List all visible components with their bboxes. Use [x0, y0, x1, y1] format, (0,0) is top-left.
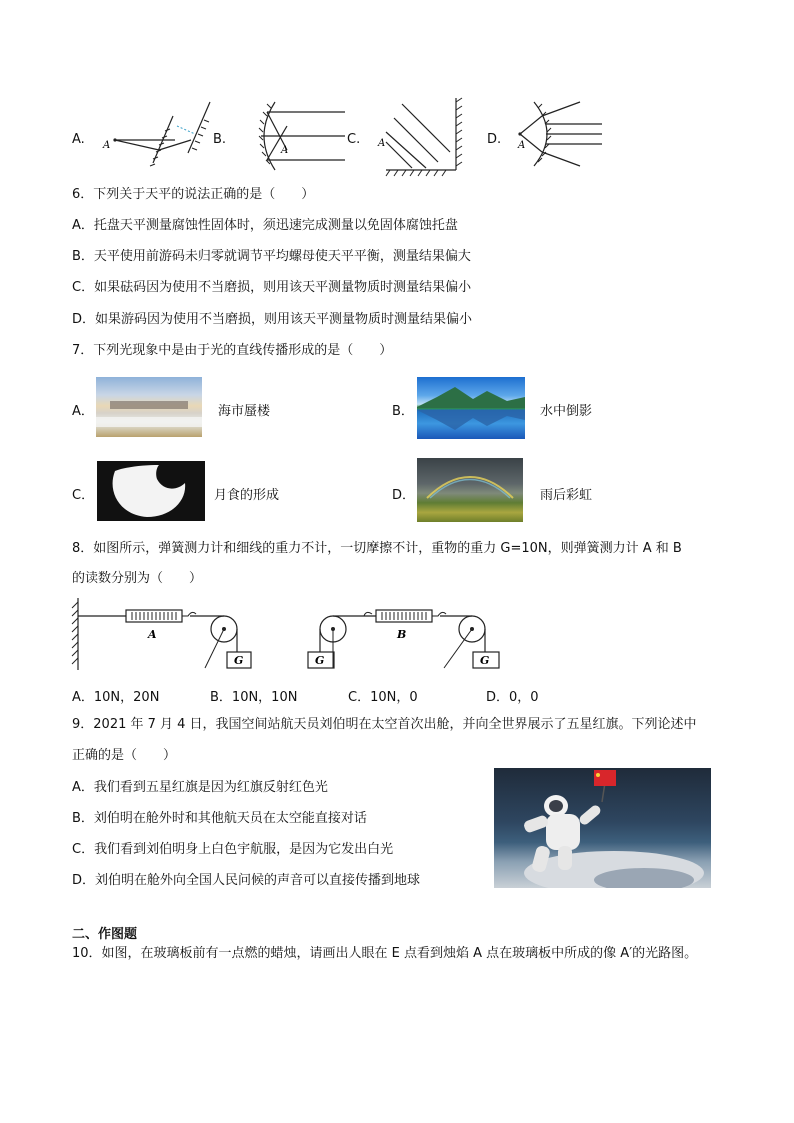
q8-stem-line2: 的读数分别为（ ） [72, 571, 203, 586]
q8-spring-a-label: A [148, 628, 157, 641]
q9-option-a: A．我们看到五星红旗是因为红旗反射红色光 [72, 780, 328, 795]
spring-scale-diagram-right [300, 596, 510, 676]
q5-d-point-label: A [518, 140, 526, 151]
q7-option-c-text: 月食的形成 [214, 488, 280, 503]
q6-option-a: A．托盘天平测量腐蚀性固体时，须迅速完成测量以免固体腐蚀托盘 [72, 218, 458, 233]
q7-option-d-letter: D． [392, 488, 416, 503]
q7-stem: 7．下列光现象中是由于光的直线传播形成的是（ ） [72, 343, 393, 358]
spring-scale-diagram-left [70, 596, 260, 676]
q7-option-a-text: 海市蜃楼 [218, 404, 271, 419]
lunar-eclipse-photo [97, 461, 205, 521]
q7-option-b-text: 水中倒影 [540, 404, 593, 419]
section-2-title: 二、作图题 [72, 927, 138, 942]
q8-option-c: C．10N，0 [348, 690, 418, 705]
q5-option-c-letter: C. [347, 132, 361, 147]
q8-right-weight-b-label: G [480, 654, 490, 667]
q5-a-point-label: A [103, 140, 111, 151]
q7-option-c-letter: C． [72, 488, 95, 503]
q7-option-a-letter: A． [72, 404, 94, 419]
q5-option-b-diagram [245, 98, 350, 173]
q5-option-a-letter: A. [72, 132, 85, 147]
q8-option-a: A．10N，20N [72, 690, 160, 705]
q5-b-point-label: A [281, 145, 289, 156]
q8-left-weight-label: G [234, 654, 244, 667]
q9-stem-line2: 正确的是（ ） [72, 748, 177, 763]
q5-option-b-letter: B. [213, 132, 227, 147]
q6-option-c: C．如果砝码因为使用不当磨损，则用该天平测量物质时测量结果偏小 [72, 280, 472, 295]
q6-stem: 6．下列关于天平的说法正确的是（ ） [72, 187, 315, 202]
q5-option-c-diagram [372, 96, 467, 178]
q9-option-d: D．刘伯明在舱外向全国人民问候的声音可以直接传播到地球 [72, 873, 421, 888]
q8-spring-b-label: B [397, 628, 407, 641]
q9-option-b: B．刘伯明在舱外时和其他航天员在太空能直接对话 [72, 811, 367, 826]
q8-option-b: B．10N，10N [210, 690, 298, 705]
q5-c-point-label: A [378, 138, 386, 149]
q5-option-d-diagram [512, 98, 607, 170]
q8-right-weight-a-label: G [315, 654, 325, 667]
astronaut-photo [494, 768, 711, 888]
q7-option-d-text: 雨后彩虹 [540, 488, 593, 503]
q8-stem-line1: 8．如图所示，弹簧测力计和细线的重力不计，一切摩擦不计，重物的重力 G=10N，则弹簧测力计 A 和 B [72, 541, 682, 556]
q5-option-a-diagram [95, 98, 225, 168]
rainbow-photo [417, 458, 523, 522]
q9-stem-line1: 9．2021 年 7 月 4 日，我国空间站航天员刘伯明在太空首次出舱，并向全世界展示了五星红旗。下列论述中 [72, 717, 697, 732]
mirage-photo [96, 377, 202, 437]
q8-option-d: D．0，0 [486, 690, 539, 705]
reflection-photo [417, 377, 525, 439]
q6-option-b: B．天平使用前游码未归零就调节平均螺母使天平平衡，测量结果偏大 [72, 249, 471, 264]
q5-option-d-letter: D. [487, 132, 502, 147]
q10-stem: 10．如图，在玻璃板前有一点燃的蜡烛，请画出人眼在 E 点看到烛焰 A 点在玻璃板中所成的像 A′的光路图。 [72, 946, 698, 961]
q6-option-d: D．如果游码因为使用不当磨损，则用该天平测量物质时测量结果偏小 [72, 312, 473, 327]
q7-option-b-letter: B． [392, 404, 414, 419]
q9-option-c: C．我们看到刘伯明身上白色宇航服，是因为它发出白光 [72, 842, 394, 857]
